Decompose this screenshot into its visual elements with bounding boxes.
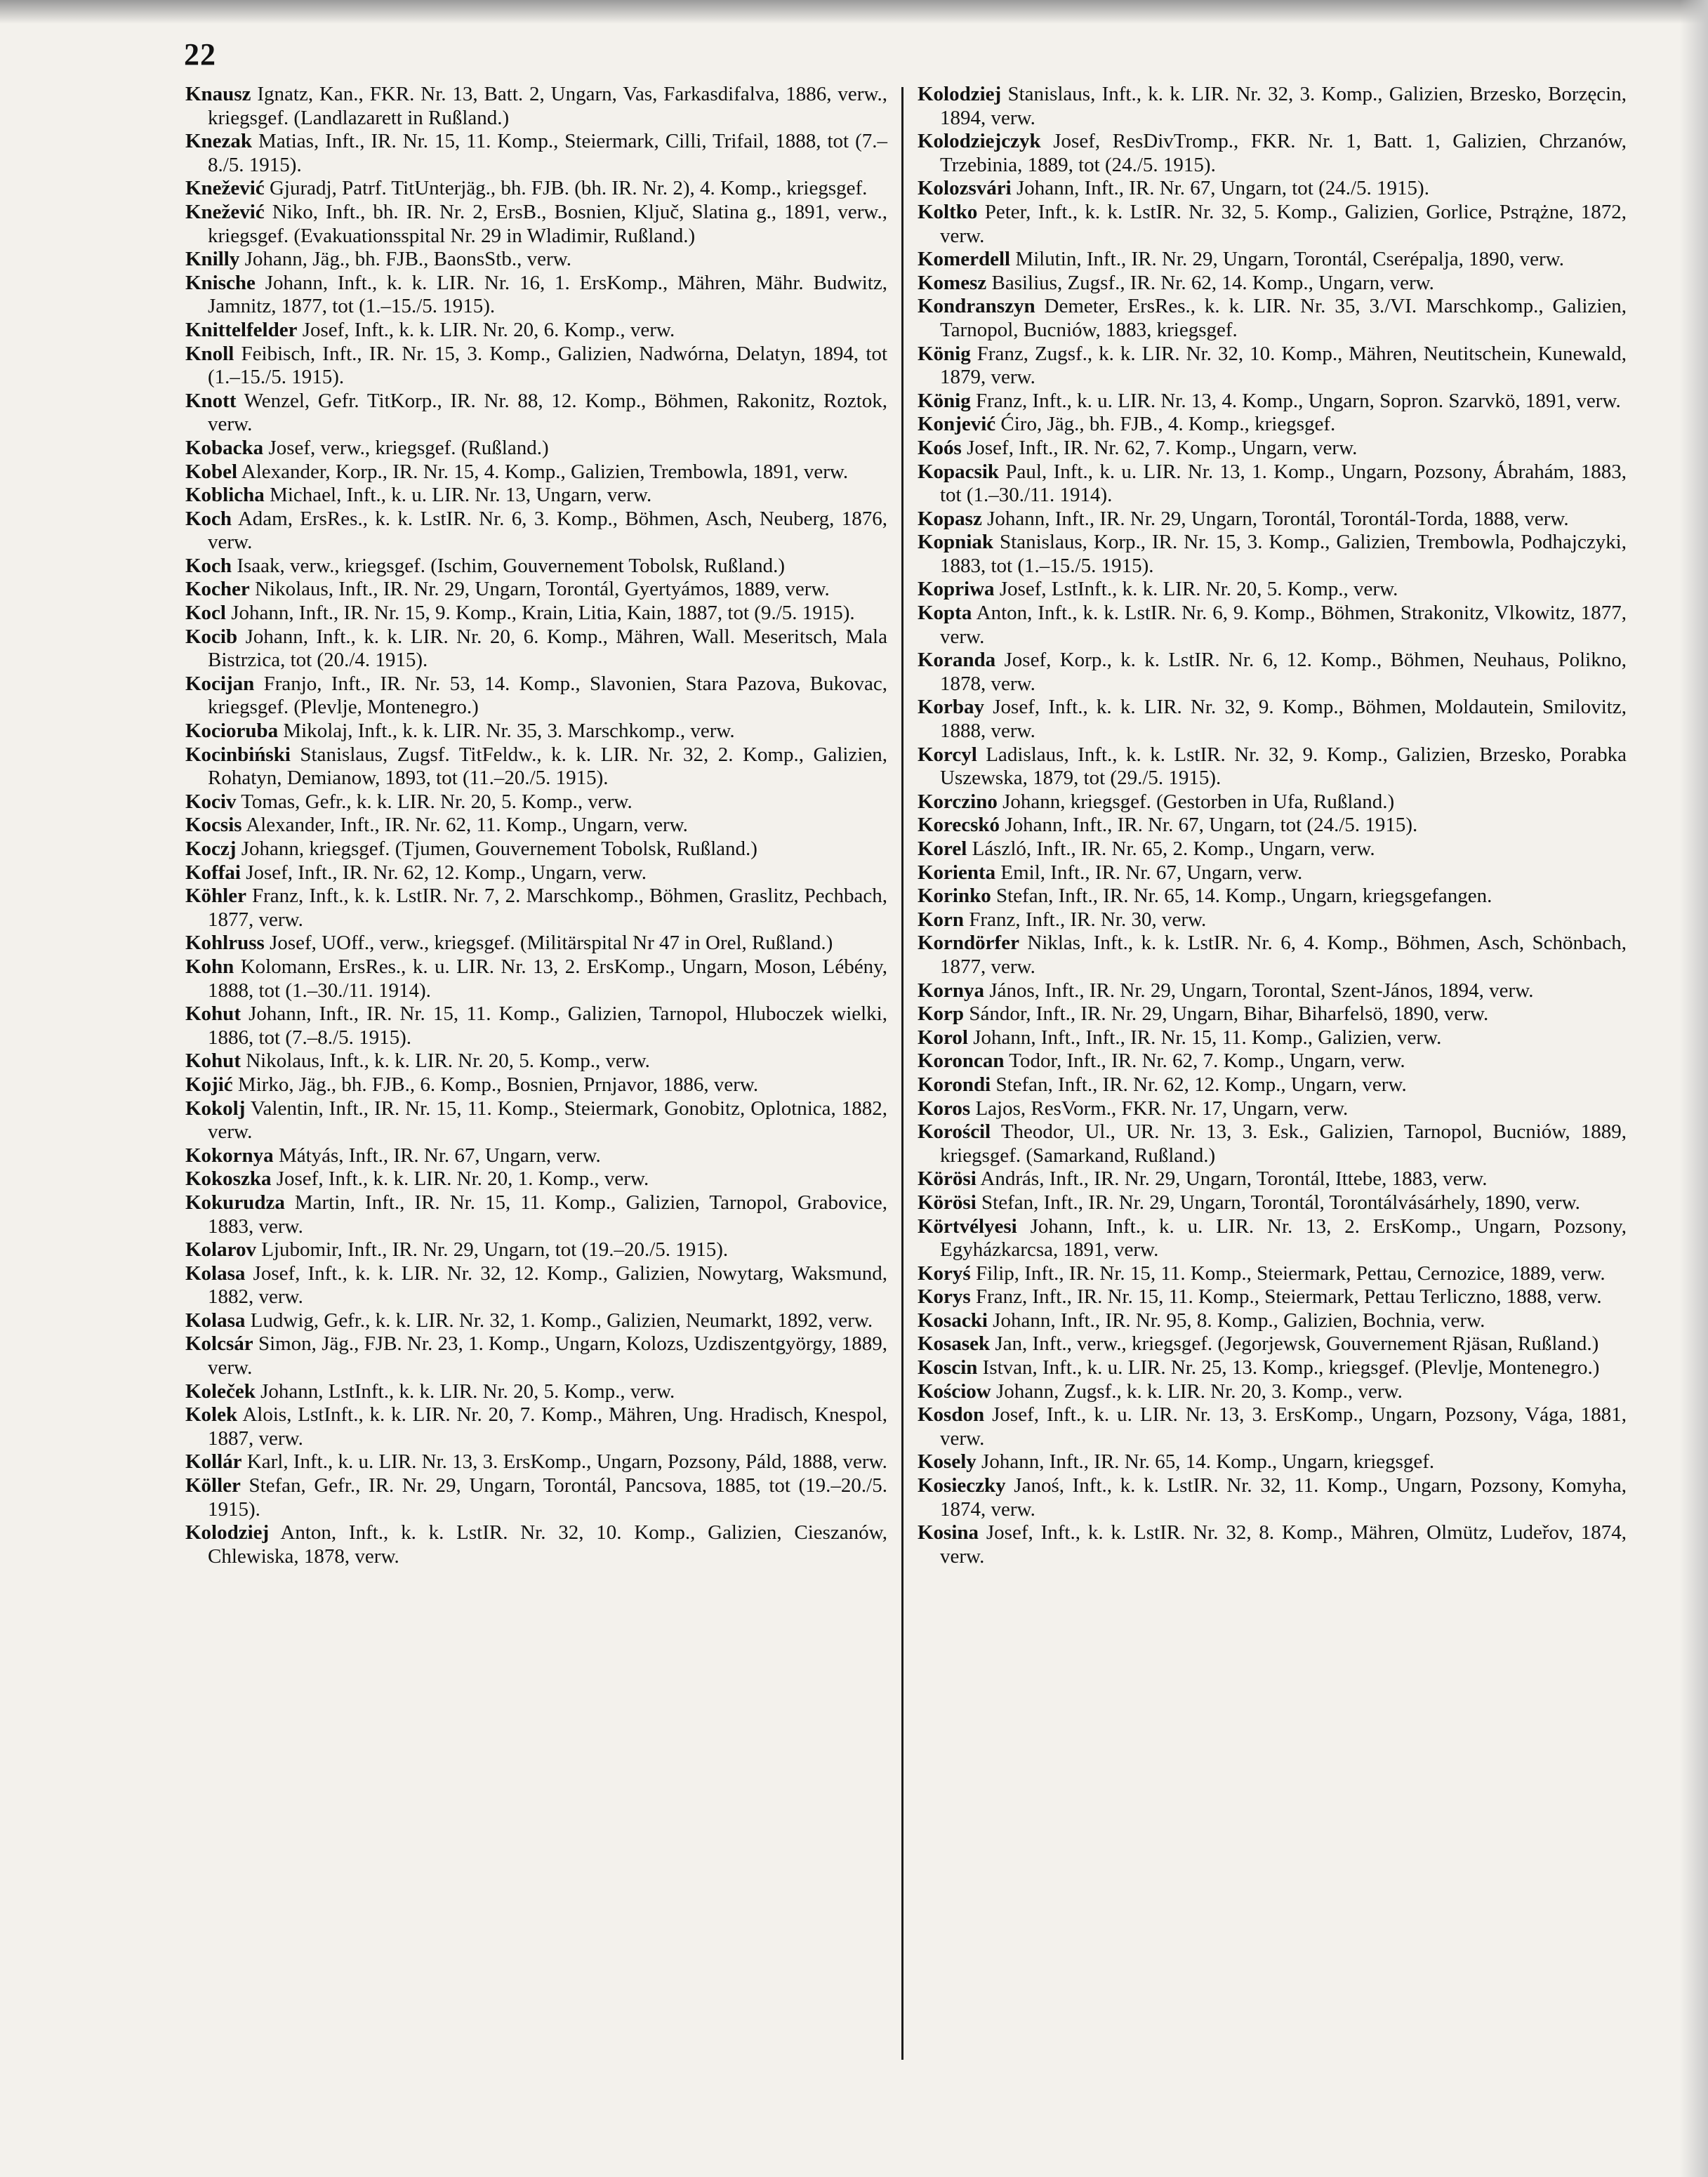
register-entry [185, 790, 887, 814]
entry-surname: Knittelfelder [185, 318, 298, 341]
register-entry [918, 201, 1627, 248]
entry-surname: Korienta [918, 861, 996, 884]
entry-surname: Knežević [185, 177, 265, 200]
entry-surname: Kornya [918, 979, 985, 1002]
entry-details: Josef, UOff., verw., kriegsgef. (Militärspital Nr 47 in Orel, Rußland.) [264, 932, 833, 955]
entry-surname: Kokornya [185, 1144, 274, 1167]
register-entry [185, 626, 887, 673]
entry-surname: Koscin [918, 1356, 978, 1379]
register-entry [918, 1167, 1627, 1191]
entry-surname: Korbay [918, 696, 985, 719]
entry-surname: Korecskó [918, 814, 1000, 837]
entry-surname: Kocinbiński [185, 743, 291, 766]
register-entry [185, 1167, 887, 1191]
entry-surname: Kohut [185, 1003, 241, 1026]
entry-details: Martin, Inft., IR. Nr. 15, 11. Komp., Galizien, Tarnopol, Grabovice, 1883, verw. [208, 1191, 887, 1238]
register-entry [918, 861, 1627, 885]
entry-details: Johann, LstInft., k. k. LIR. Nr. 20, 5. Komp., verw. [255, 1379, 675, 1403]
entry-details: Nikolaus, Inft., IR. Nr. 29, Ungarn, Torontál, Gyertyámos, 1889, verw. [249, 578, 830, 601]
entry-surname: Koltko [918, 200, 978, 223]
entry-surname: Kopacsik [918, 460, 1000, 483]
register-entry [185, 1521, 887, 1568]
entry-surname: Kociv [185, 790, 237, 813]
entry-details: Stefan, Gefr., IR. Nr. 29, Ungarn, Torontál, Pancsova, 1885, tot (19.–20./5. 1915). [208, 1474, 887, 1521]
entry-surname: Kolek [185, 1403, 238, 1427]
register-entry [185, 461, 887, 484]
register-entry [918, 838, 1627, 861]
register-entry [918, 1073, 1627, 1097]
entry-details: Stanislaus, Zugsf. TitFeldw., k. k. LIR. Nr. 32, 2. Komp., Galizien, Rohatyn, Demianow, 1893, tot (11.–20./5. 1915). [208, 743, 887, 790]
entry-details: László, Inft., IR. Nr. 65, 2. Komp., Ungarn, verw. [967, 838, 1375, 860]
entry-details: Johann, Zugsf., k. k. LIR. Nr. 20, 3. Komp., verw. [991, 1379, 1403, 1403]
entry-surname: Kosieczky [918, 1474, 1006, 1497]
entry-details: Wenzel, Gefr. TitKorp., IR. Nr. 88, 12. Komp., Böhmen, Rakonitz, Roztok, verw. [208, 389, 887, 436]
entry-details: Emil, Inft., IR. Nr. 67, Ungarn, verw. [995, 861, 1303, 884]
register-entry [918, 437, 1627, 461]
register-entry [185, 1003, 887, 1050]
register-entry [918, 1332, 1627, 1356]
register-entry [185, 720, 887, 743]
entry-details: Valentin, Inft., IR. Nr. 15, 11. Komp., Steiermark, Gonobitz, Oplotnica, 1882, verw. [208, 1097, 887, 1144]
entry-details: Michael, Inft., k. u. LIR. Nr. 13, Ungarn, verw. [264, 484, 652, 507]
register-entry [918, 413, 1627, 437]
entry-details: Niko, Inft., bh. IR. Nr. 2, ErsB., Bosnien, Ključ, Slatina g., 1891, verw., kriegsgef. (Evakuationsspital Nr. 29 in Wladimir, Rußland.) [208, 200, 887, 247]
entry-surname: Korinko [918, 885, 991, 908]
entry-details: Kolomann, ErsRes., k. u. LIR. Nr. 13, 2. ErsKomp., Ungarn, Moson, Lébény, 1888, tot (1.–30./11. 1914). [208, 955, 887, 1002]
entry-surname: Körtvélyesi [918, 1215, 1017, 1238]
entry-details: János, Inft., IR. Nr. 29, Ungarn, Torontal, Szent-János, 1894, verw. [984, 979, 1534, 1002]
register-entry [918, 696, 1627, 743]
entry-details: Johann, kriegsgef. (Gestorben in Ufa, Rußland.) [997, 790, 1395, 813]
entry-surname: Knilly [185, 248, 240, 271]
entry-surname: Koroncan [918, 1050, 1005, 1073]
entry-details: Johann, Jäg., bh. FJB., BaonsStb., verw. [239, 248, 571, 271]
register-entry [918, 1309, 1627, 1333]
register-entry [185, 1050, 887, 1073]
entry-surname: Komesz [918, 271, 987, 294]
entry-surname: Knausz [185, 83, 251, 105]
entry-details: Franz, Zugsf., k. k. LIR. Nr. 32, 10. Komp., Mähren, Neutitschein, Kunewald, 1879, verw. [940, 342, 1627, 389]
register-entry [185, 248, 887, 272]
register-entry [918, 1356, 1627, 1380]
register-entry [185, 861, 887, 885]
register-entry [185, 343, 887, 390]
register-entry [185, 201, 887, 248]
entry-surname: Kondranszyn [918, 295, 1035, 318]
register-entry [918, 1403, 1627, 1450]
register-entry [185, 838, 887, 861]
entry-details: Alexander, Inft., IR. Nr. 62, 11. Komp., Ungarn, verw. [241, 814, 688, 837]
entry-surname: Kolodziejczyk [918, 130, 1041, 153]
entry-surname: Kocsis [185, 814, 242, 837]
entry-surname: Kobacka [185, 436, 264, 459]
entry-details: Demeter, ErsRes., k. k. LIR. Nr. 35, 3./VI. Marschkomp., Galizien, Tarnopol, Bucniów, 1883, kriegsgef. [940, 295, 1627, 341]
entry-surname: Kopasz [918, 507, 982, 530]
entry-surname: Körösi [918, 1167, 977, 1191]
entry-details: Milutin, Inft., IR. Nr. 29, Ungarn, Torontál, Cserépalja, 1890, verw. [1010, 248, 1564, 271]
entry-surname: Knoll [185, 342, 234, 365]
register-entry [185, 1238, 887, 1262]
register-entry [185, 1380, 887, 1404]
entry-details: Josef, ResDivTromp., FKR. Nr. 1, Batt. 1, Galizien, Chrzanów, Trzebinia, 1889, tot (24./5. 1915). [940, 130, 1627, 176]
right-column [918, 83, 1627, 1568]
register-entry [185, 1450, 887, 1474]
entry-surname: Knezak [185, 130, 253, 153]
entry-details: Johann, Inft., IR. Nr. 29, Ungarn, Torontál, Torontál-Torda, 1888, verw. [981, 507, 1569, 530]
register-entry [918, 343, 1627, 390]
entry-surname: Kocioruba [185, 720, 279, 743]
entry-surname: Kohut [185, 1050, 241, 1073]
register-entry [918, 1097, 1627, 1121]
entry-surname: Korys [918, 1285, 971, 1309]
register-entry [185, 390, 887, 437]
entry-details: Josef, Inft., k. k. LstIR. Nr. 32, 8. Komp., Mähren, Olmütz, Ludeřov, 1874, verw. [940, 1521, 1627, 1568]
entry-surname: Koryś [918, 1262, 971, 1285]
register-entry [918, 1285, 1627, 1309]
entry-details: Alois, LstInft., k. k. LIR. Nr. 20, 7. Komp., Mähren, Ung. Hradisch, Knespol, 1887, verw. [208, 1403, 887, 1450]
entry-details: Josef, verw., kriegsgef. (Rußland.) [263, 436, 549, 459]
entry-surname: Korczino [918, 790, 998, 813]
register-entry [185, 272, 887, 319]
register-entry [918, 1003, 1627, 1026]
entry-details: Matias, Inft., IR. Nr. 15, 11. Komp., Steiermark, Cilli, Trifail, 1888, tot (7.–8./5. 1915). [208, 130, 887, 176]
entry-surname: Kolasa [185, 1262, 246, 1285]
entry-details: Stefan, Inft., IR. Nr. 65, 14. Komp., Ungarn, kriegsgefangen. [991, 885, 1492, 908]
register-entry [185, 1144, 887, 1168]
entry-details: Johann, Inft., k. k. LIR. Nr. 20, 6. Komp., Mähren, Wall. Meseritsch, Mala Bistrzica, tot (20./4. 1915). [208, 625, 887, 672]
register-entry [185, 1262, 887, 1309]
entry-surname: Kocher [185, 578, 250, 601]
register-entry [185, 555, 887, 578]
column-divider [901, 87, 903, 2060]
entry-surname: Koblicha [185, 484, 265, 507]
register-entry [918, 177, 1627, 201]
entry-details: Josef, Inft., IR. Nr. 62, 7. Komp., Ungarn, verw. [961, 436, 1358, 459]
entry-surname: Korndörfer [918, 932, 1019, 955]
entry-details: Nikolaus, Inft., k. k. LIR. Nr. 20, 5. Komp., verw. [240, 1050, 650, 1073]
entry-surname: Koós [918, 436, 962, 459]
entry-details: Johann, Inft., IR. Nr. 95, 8. Komp., Galizien, Bochnia, verw. [987, 1309, 1485, 1332]
entry-details: András, Inft., IR. Nr. 29, Ungarn, Torontál, Ittebe, 1883, verw. [976, 1167, 1488, 1191]
entry-details: Isaak, verw., kriegsgef. (Ischim, Gouvernement Tobolsk, Rußland.) [232, 554, 786, 577]
register-entry [185, 484, 887, 508]
register-entry [918, 295, 1627, 342]
register-entry [918, 814, 1627, 838]
entry-surname: Kocl [185, 602, 226, 625]
entry-surname: Koffai [185, 861, 241, 884]
entry-surname: Köller [185, 1474, 241, 1497]
entry-details: Franz, Inft., k. k. LstIR. Nr. 7, 2. Marschkomp., Böhmen, Graslitz, Pechbach, 1877, verw. [208, 885, 887, 931]
entry-surname: Kokolj [185, 1097, 246, 1120]
entry-details: Stefan, Inft., IR. Nr. 62, 12. Komp., Ungarn, verw. [991, 1073, 1407, 1096]
entry-surname: Kosina [918, 1521, 979, 1544]
entry-details: Ljubomir, Inft., IR. Nr. 29, Ungarn, tot (19.–20./5. 1915). [256, 1238, 729, 1262]
entry-surname: Kopta [918, 602, 972, 625]
page-number: 22 [184, 37, 216, 72]
entry-surname: Koros [918, 1097, 971, 1120]
register-entry [185, 1097, 887, 1144]
entry-details: Stefan, Inft., IR. Nr. 29, Ungarn, Torontál, Torontálvásárhely, 1890, verw. [976, 1191, 1580, 1214]
entry-details: Alexander, Korp., IR. Nr. 15, 4. Komp., Galizien, Trembowla, 1891, verw. [237, 460, 849, 483]
entry-details: Johann, Inft., IR. Nr. 67, Ungarn, tot (24./5. 1915). [1000, 814, 1418, 837]
entry-surname: Kokoszka [185, 1167, 272, 1191]
entry-surname: Korn [918, 908, 965, 931]
entry-surname: Körösi [918, 1191, 977, 1214]
entry-surname: Kolarov [185, 1238, 256, 1262]
entry-details: Franz, Inft., IR. Nr. 15, 11. Komp., Steiermark, Pettau Terliczno, 1888, verw. [970, 1285, 1602, 1309]
entry-surname: Komerdell [918, 248, 1011, 271]
register-entry [185, 578, 887, 602]
left-column [185, 83, 887, 1568]
register-entry [918, 1215, 1627, 1262]
entry-details: Jan, Inft., verw., kriegsgef. (Jegorjewsk, Gouvernement Rjäsan, Rußland.) [990, 1332, 1599, 1356]
entry-details: Ćiro, Jäg., bh. FJB., 4. Komp., kriegsgef. [995, 413, 1336, 436]
entry-details: Mikolaj, Inft., k. k. LIR. Nr. 35, 3. Marschkomp., verw. [278, 720, 735, 743]
register-entry [185, 673, 887, 720]
register-entry [918, 932, 1627, 979]
entry-details: Franz, Inft., IR. Nr. 30, verw. [964, 908, 1207, 931]
register-entry [185, 130, 887, 177]
entry-details: Johann, Inft., IR. Nr. 67, Ungarn, tot (24./5. 1915). [1011, 177, 1429, 200]
entry-details: Simon, Jäg., FJB. Nr. 23, 1. Komp., Ungarn, Kolozs, Uzdiszentgyörgy, 1889, verw. [208, 1332, 887, 1379]
entry-details: Johann, Inft., k. u. LIR. Nr. 13, 2. ErsKomp., Ungarn, Pozsony, Egyházkarcsa, 1891, verw. [940, 1215, 1627, 1262]
entry-details: Josef, Inft., k. k. LIR. Nr. 20, 1. Komp., verw. [271, 1167, 649, 1191]
entry-details: Josef, Korp., k. k. LstIR. Nr. 6, 12. Komp., Böhmen, Neuhaus, Polikno, 1878, verw. [940, 649, 1627, 695]
entry-surname: Korondi [918, 1073, 991, 1096]
register-entry [185, 1474, 887, 1521]
register-entry [918, 908, 1627, 932]
entry-surname: Konjević [918, 413, 996, 436]
register-entry [185, 885, 887, 932]
register-entry [918, 1050, 1627, 1073]
entry-surname: Kojić [185, 1073, 233, 1096]
register-entry [918, 602, 1627, 649]
entry-details: Niklas, Inft., k. k. LstIR. Nr. 6, 4. Komp., Böhmen, Asch, Schönbach, 1877, verw. [940, 932, 1627, 978]
entry-details: Gjuradj, Patrf. TitUnterjäg., bh. FJB. (bh. IR. Nr. 2), 4. Komp., kriegsgef. [264, 177, 868, 200]
entry-details: Peter, Inft., k. k. LstIR. Nr. 32, 5. Komp., Galizien, Gorlice, Pstrążne, 1872, verw. [940, 200, 1627, 247]
register-entry [918, 578, 1627, 602]
register-entry [918, 508, 1627, 531]
entry-surname: Kosasek [918, 1332, 991, 1356]
entry-details: Paul, Inft., k. u. LIR. Nr. 13, 1. Komp., Ungarn, Pozsony, Ábrahám, 1883, tot (1.–30./11. 1914). [940, 460, 1627, 507]
entry-surname: Knott [185, 389, 237, 412]
entry-surname: König [918, 389, 971, 412]
entry-surname: Kosacki [918, 1309, 988, 1332]
entry-details: Anton, Inft., k. k. LstIR. Nr. 32, 10. Komp., Galizien, Cieszanów, Chlewiska, 1878, verw. [208, 1521, 887, 1568]
register-entry [185, 932, 887, 955]
scan-shadow-top [0, 0, 1708, 24]
entry-surname: Koleček [185, 1379, 256, 1403]
register-entry [918, 1191, 1627, 1215]
entry-surname: Kolozsvári [918, 177, 1012, 200]
entry-surname: Knische [185, 271, 256, 294]
entry-surname: Kopriwa [918, 578, 995, 601]
register-entry [185, 177, 887, 201]
entry-details: Istvan, Inft., k. u. LIR. Nr. 25, 13. Komp., kriegsgef. (Plevlje, Montenegro.) [977, 1356, 1600, 1379]
entry-details: Ladislaus, Inft., k. k. LstIR. Nr. 32, 9. Komp., Galizien, Brzesko, Porabka Uszewska, 1879, tot (29./5. 1915). [940, 743, 1627, 790]
entry-surname: Köhler [185, 885, 246, 908]
register-entry [185, 83, 887, 130]
entry-details: Stanislaus, Inft., k. k. LIR. Nr. 32, 3. Komp., Galizien, Brzesko, Borzęcin, 1894, verw. [940, 83, 1627, 129]
entry-surname: Kocijan [185, 672, 255, 695]
entry-details: Tomas, Gefr., k. k. LIR. Nr. 20, 5. Komp., verw. [236, 790, 633, 813]
entry-surname: Kollár [185, 1450, 242, 1474]
register-entry [918, 83, 1627, 130]
register-entry [185, 955, 887, 1003]
register-entry [918, 743, 1627, 790]
entry-surname: Korp [918, 1003, 965, 1026]
entry-surname: Kosely [918, 1450, 977, 1474]
register-entry [918, 1262, 1627, 1286]
entry-surname: Koczj [185, 838, 237, 860]
entry-surname: Kolasa [185, 1309, 246, 1332]
register-entry [185, 1073, 887, 1097]
entry-details: Josef, LstInft., k. k. LIR. Nr. 20, 5. Komp., verw. [994, 578, 1398, 601]
register-entry [918, 1474, 1627, 1521]
register-entry [918, 885, 1627, 908]
entry-surname: Korol [918, 1026, 968, 1049]
entry-details: Franz, Inft., k. u. LIR. Nr. 13, 4. Komp., Ungarn, Sopron. Szarvkö, 1891, verw. [970, 389, 1621, 412]
entry-details: Theodor, Ul., UR. Nr. 13, 3. Esk., Galizien, Tarnopol, Bucniów, 1889, kriegsgef. (Samarkand, Rußland.) [940, 1120, 1627, 1167]
register-entry [918, 248, 1627, 272]
entry-details: Todor, Inft., IR. Nr. 62, 7. Komp., Ungarn, verw. [1004, 1050, 1405, 1073]
entry-details: Stanislaus, Korp., IR. Nr. 15, 3. Komp., Galizien, Trembowla, Podhajczyki, 1883, tot (1.–15./5. 1915). [940, 531, 1627, 577]
entry-details: Josef, Inft., k. k. LIR. Nr. 32, 12. Komp., Galizien, Nowytarg, Waksmund, 1882, verw. [208, 1262, 887, 1309]
entry-surname: Kobel [185, 460, 238, 483]
register-entry [185, 1309, 887, 1333]
register-entry [918, 1120, 1627, 1167]
entry-details: Lajos, ResVorm., FKR. Nr. 17, Ungarn, verw. [970, 1097, 1349, 1120]
entry-surname: Korel [918, 838, 967, 860]
register-entry [918, 272, 1627, 296]
entry-details: Johann, Inft., IR. Nr. 65, 14. Komp., Ungarn, kriegsgef. [976, 1450, 1435, 1474]
entry-details: Ludwig, Gefr., k. k. LIR. Nr. 32, 1. Komp., Galizien, Neumarkt, 1892, verw. [245, 1309, 873, 1332]
entry-surname: Kolodziej [918, 83, 1002, 105]
entry-surname: Koranda [918, 649, 996, 672]
entry-details: Josef, Inft., k. k. LIR. Nr. 20, 6. Komp., verw. [297, 318, 675, 341]
entry-details: Mátyás, Inft., IR. Nr. 67, Ungarn, verw. [273, 1144, 601, 1167]
register-entry [185, 1191, 887, 1238]
register-entry [918, 649, 1627, 696]
entry-details: Feibisch, Inft., IR. Nr. 15, 3. Komp., Galizien, Nadwórna, Delatyn, 1894, tot (1.–15./5. 1915). [208, 342, 887, 389]
register-entry [918, 1521, 1627, 1568]
register-entry [918, 979, 1627, 1003]
register-entry [185, 743, 887, 790]
entry-surname: Kohlruss [185, 932, 265, 955]
entry-details: Johann, kriegsgef. (Tjumen, Gouvernement Tobolsk, Rußland.) [236, 838, 757, 860]
entry-surname: Kohn [185, 955, 234, 978]
entry-surname: Knežević [185, 200, 265, 223]
entry-surname: Kocib [185, 625, 238, 648]
entry-details: Josef, Inft., k. u. LIR. Nr. 13, 3. ErsKomp., Ungarn, Pozsony, Vága, 1881, verw. [940, 1403, 1627, 1450]
entry-details: Adam, ErsRes., k. k. LstIR. Nr. 6, 3. Komp., Böhmen, Asch, Neuberg, 1876, verw. [208, 507, 887, 554]
entry-surname: Koch [185, 554, 232, 577]
entry-details: Johann, Inft., IR. Nr. 15, 11. Komp., Galizien, Tarnopol, Hluboczek wielki, 1886, tot (7.–8./5. 1915). [208, 1003, 887, 1049]
entry-details: Josef, Inft., IR. Nr. 62, 12. Komp., Ungarn, verw. [240, 861, 647, 884]
register-entry [918, 790, 1627, 814]
register-entry [185, 1332, 887, 1379]
entry-surname: Kokurudza [185, 1191, 285, 1214]
entry-details: Janoś, Inft., k. k. LstIR. Nr. 32, 11. Komp., Ungarn, Pozsony, Komyha, 1874, verw. [940, 1474, 1627, 1521]
entry-details: Johann, Inft., k. k. LIR. Nr. 16, 1. ErsKomp., Mähren, Mähr. Budwitz, Jamnitz, 1877, tot (1.–15./5. 1915). [208, 271, 887, 318]
entry-details: Mirko, Jäg., bh. FJB., 6. Komp., Bosnien, Prnjavor, 1886, verw. [232, 1073, 759, 1096]
entry-surname: Koch [185, 507, 232, 530]
register-entry [185, 508, 887, 555]
entry-details: Johann, Inft., Inft., IR. Nr. 15, 11. Komp., Galizien, verw. [967, 1026, 1442, 1049]
entry-details: Johann, Inft., IR. Nr. 15, 9. Komp., Krain, Litia, Kain, 1887, tot (9./5. 1915). [226, 602, 855, 625]
entry-details: Josef, Inft., k. k. LIR. Nr. 32, 9. Komp., Böhmen, Moldautein, Smilovitz, 1888, verw. [940, 696, 1627, 743]
register-entry [918, 531, 1627, 578]
entry-details: Karl, Inft., k. u. LIR. Nr. 13, 3. ErsKomp., Ungarn, Pozsony, Páld, 1888, verw. [241, 1450, 887, 1474]
register-entry [185, 1403, 887, 1450]
register-entry [185, 437, 887, 461]
entry-surname: Kolodziej [185, 1521, 270, 1544]
register-entry [185, 602, 887, 626]
entry-surname: König [918, 342, 971, 365]
entry-surname: Kopniak [918, 531, 993, 554]
scan-shadow-right [1680, 0, 1708, 2177]
entry-surname: Kolcsár [185, 1332, 253, 1356]
entry-surname: Korościl [918, 1120, 991, 1144]
entry-details: Franjo, Inft., IR. Nr. 53, 14. Komp., Slavonien, Stara Pazova, Bukovac, kriegsgef. (Plevlje, Montenegro.) [208, 672, 887, 719]
register-entry [918, 461, 1627, 508]
entry-details: Sándor, Inft., IR. Nr. 29, Ungarn, Bihar, Biharfelsö, 1890, verw. [964, 1003, 1489, 1026]
entry-details: Basilius, Zugsf., IR. Nr. 62, 14. Komp., Ungarn, verw. [986, 271, 1434, 294]
register-entry [918, 1380, 1627, 1404]
entry-details: Ignatz, Kan., FKR. Nr. 13, Batt. 2, Ungarn, Vas, Farkasdifalva, 1886, verw., kriegsgef. (Landlazarett in Rußland.) [208, 83, 887, 129]
entry-details: Filip, Inft., IR. Nr. 15, 11. Komp., Steiermark, Pettau, Cernozice, 1889, verw. [970, 1262, 1606, 1285]
entry-surname: Kościow [918, 1379, 991, 1403]
entry-surname: Kosdon [918, 1403, 985, 1427]
register-entry [918, 390, 1627, 413]
register-entry [185, 319, 887, 343]
register-entry [918, 130, 1627, 177]
register-entry [918, 1026, 1627, 1050]
register-entry [185, 814, 887, 838]
entry-details: Anton, Inft., k. k. LstIR. Nr. 6, 9. Komp., Böhmen, Strakonitz, Vlkowitz, 1877, verw. [940, 602, 1627, 648]
register-entry [918, 1450, 1627, 1474]
entry-surname: Korcyl [918, 743, 977, 766]
